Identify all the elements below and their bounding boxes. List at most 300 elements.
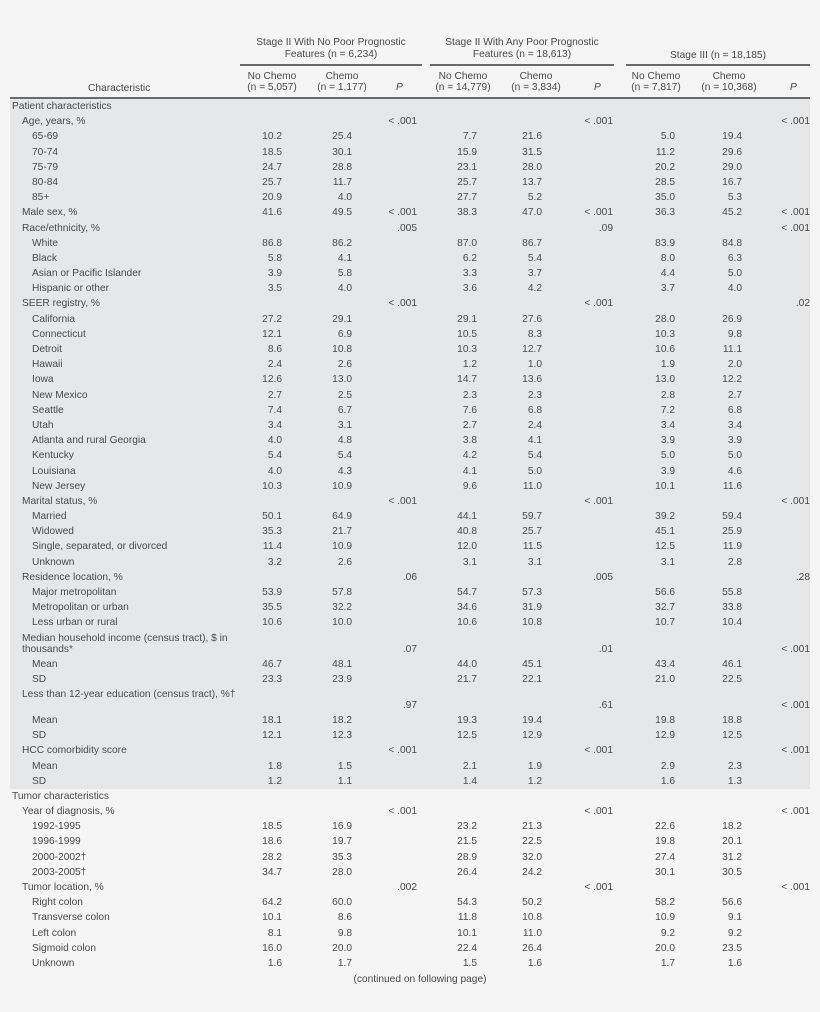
value-cell: 3.5 xyxy=(267,283,282,295)
value-cell: 23.1 xyxy=(457,161,477,173)
table-row xyxy=(10,372,810,387)
value-cell: 18.5 xyxy=(262,146,282,158)
group-header-stage2-any-poor xyxy=(430,37,614,61)
value-cell: 20.9 xyxy=(262,192,282,204)
value-cell: 12.1 xyxy=(262,328,282,340)
table-row xyxy=(10,834,810,849)
value-cell: 5.0 xyxy=(527,465,542,477)
value-cell: 4.2 xyxy=(462,450,477,462)
value-cell: 1.6 xyxy=(660,775,675,787)
value-cell: 2.6 xyxy=(337,556,352,568)
value-cell: 1.7 xyxy=(660,957,675,969)
value-cell: 4.6 xyxy=(727,465,742,477)
value-cell: 27.2 xyxy=(262,313,282,325)
row-label: SD xyxy=(32,775,47,787)
row-label: Male sex, % xyxy=(22,207,78,219)
value-cell: 9.8 xyxy=(727,328,742,340)
table-row xyxy=(10,850,810,865)
value-cell: 12.9 xyxy=(522,730,542,742)
value-cell: 22.5 xyxy=(522,836,542,848)
value-cell: 6.9 xyxy=(337,328,352,340)
value-cell: 4.0 xyxy=(337,192,352,204)
table-row xyxy=(10,600,810,615)
value-cell: 12.3 xyxy=(332,730,352,742)
value-cell: 9.2 xyxy=(727,927,742,939)
value-cell: 4.8 xyxy=(337,435,352,447)
value-cell: 3.7 xyxy=(660,283,675,295)
value-cell: 19.8 xyxy=(655,836,675,848)
p-value-cell: .002 xyxy=(397,882,417,893)
value-cell: 57.8 xyxy=(332,587,352,598)
value-cell: 2.5 xyxy=(337,389,352,401)
value-cell: 8.0 xyxy=(660,252,675,264)
value-cell: 12.5 xyxy=(655,541,675,553)
value-cell: 3.4 xyxy=(267,419,282,431)
value-cell: 29.1 xyxy=(332,313,352,325)
value-cell: 3.8 xyxy=(462,435,477,447)
value-cell: 11.0 xyxy=(522,480,542,492)
value-cell: 1.6 xyxy=(727,957,742,969)
table-row xyxy=(10,129,810,144)
value-cell: 49.5 xyxy=(332,207,352,219)
value-cell: 9.6 xyxy=(462,480,477,492)
value-cell: 5.8 xyxy=(267,252,282,264)
value-cell: 9.8 xyxy=(337,927,352,939)
p-value-cell: < .001 xyxy=(781,207,810,219)
value-cell: 5.8 xyxy=(337,268,352,280)
value-cell: 22.1 xyxy=(522,673,542,685)
value-cell: 10.2 xyxy=(262,131,282,143)
value-cell: 5.4 xyxy=(527,252,542,264)
row-label: Asian or Pacific Islander xyxy=(32,268,142,280)
value-cell: 1.2 xyxy=(267,775,282,787)
value-cell: 1.5 xyxy=(462,957,477,969)
value-cell: 38.3 xyxy=(457,207,477,219)
value-cell: 46.7 xyxy=(262,658,282,670)
value-cell: 19.4 xyxy=(722,131,742,143)
row-label: 85+ xyxy=(32,192,50,204)
p-value-cell: < .001 xyxy=(781,882,810,893)
table-row xyxy=(10,865,810,880)
value-cell: 15.9 xyxy=(457,146,477,158)
value-cell: 7.6 xyxy=(462,404,477,416)
table-row xyxy=(10,657,810,672)
value-cell: 29.0 xyxy=(722,161,742,173)
value-cell: 4.1 xyxy=(527,435,542,447)
value-cell: 2.3 xyxy=(462,389,477,401)
p-value-cell: < .001 xyxy=(388,207,417,219)
category-row xyxy=(10,687,810,713)
value-cell: 41.6 xyxy=(262,207,282,219)
value-cell: 32.0 xyxy=(522,851,542,863)
value-cell: 1.2 xyxy=(527,775,542,787)
category-row xyxy=(10,221,810,236)
table-row xyxy=(10,713,810,728)
table-row xyxy=(10,266,810,281)
value-cell: 11.1 xyxy=(722,344,742,355)
value-cell: 10.3 xyxy=(655,328,675,340)
value-cell: 23.9 xyxy=(332,673,352,685)
p-value-cell: < .001 xyxy=(584,116,613,128)
p-value-cell: < .001 xyxy=(388,745,417,757)
value-cell: 2.8 xyxy=(727,556,742,568)
row-label: Unknown xyxy=(32,556,75,568)
value-cell: 21.7 xyxy=(332,526,352,538)
value-cell: 12.2 xyxy=(722,374,742,386)
table-row xyxy=(10,615,810,630)
value-cell: 8.6 xyxy=(267,344,282,355)
value-cell: 10.6 xyxy=(457,617,477,629)
value-cell: 1.9 xyxy=(660,359,675,371)
table-row xyxy=(10,342,810,357)
row-label: Kentucky xyxy=(32,450,74,462)
p-value-cell: .61 xyxy=(598,699,613,711)
row-label: Utah xyxy=(32,419,54,431)
value-cell: 5.2 xyxy=(527,192,542,204)
category-row xyxy=(10,743,810,758)
p-value-cell: .01 xyxy=(598,643,613,655)
col-header-no-chemo: No Chemo (n = 7,817) xyxy=(631,71,681,93)
group-rule xyxy=(430,64,614,66)
p-value-cell: < .001 xyxy=(584,495,613,507)
value-cell: 28.5 xyxy=(655,176,675,188)
row-label: Connecticut xyxy=(32,328,86,340)
value-cell: 28.0 xyxy=(332,866,352,878)
value-cell: 21.3 xyxy=(522,821,542,833)
value-cell: 2.7 xyxy=(267,389,282,401)
row-label: Black xyxy=(32,252,57,264)
group-title: Stage II With Any Poor Prognostic xyxy=(445,37,599,48)
value-cell: 32.7 xyxy=(655,602,675,614)
value-cell: 18.5 xyxy=(262,821,282,833)
value-cell: 25.4 xyxy=(332,131,352,143)
value-cell: 2.6 xyxy=(337,359,352,371)
table-row xyxy=(10,941,810,956)
value-cell: 12.7 xyxy=(522,344,542,355)
value-cell: 45.1 xyxy=(522,658,542,670)
value-cell: 44.0 xyxy=(457,658,477,670)
value-cell: 22.6 xyxy=(655,821,675,833)
value-cell: 28.0 xyxy=(655,313,675,325)
value-cell: 7.4 xyxy=(267,404,282,416)
col-header-p: P xyxy=(790,82,797,93)
p-value-cell: .005 xyxy=(593,571,613,583)
value-cell: 14.7 xyxy=(457,374,477,386)
value-cell: 1.6 xyxy=(527,957,542,969)
p-value-cell: < .001 xyxy=(388,116,417,128)
value-cell: 45.1 xyxy=(655,526,675,538)
value-cell: 18.6 xyxy=(262,836,282,848)
p-value-cell: < .001 xyxy=(781,116,810,128)
value-cell: 10.8 xyxy=(522,912,542,924)
value-cell: 48.1 xyxy=(332,658,352,670)
value-cell: 45.2 xyxy=(722,207,742,219)
row-label: Less than 12-year education (census tract), %† xyxy=(22,688,236,700)
col-header-chemo: Chemo (n = 1,177) xyxy=(317,71,367,93)
value-cell: 8.6 xyxy=(337,912,352,924)
row-label: 2000-2002† xyxy=(32,851,87,863)
value-cell: 3.1 xyxy=(462,556,477,568)
row-label: 65-69 xyxy=(32,131,59,143)
value-cell: 47.0 xyxy=(522,207,542,219)
value-cell: 11.0 xyxy=(522,927,542,939)
table-row xyxy=(10,175,810,190)
value-cell: 2.1 xyxy=(462,760,477,772)
p-value-cell: < .001 xyxy=(781,745,810,757)
value-cell: 4.2 xyxy=(527,283,542,295)
table-row xyxy=(10,585,810,600)
value-cell: 86.2 xyxy=(332,237,352,249)
col-header-no-chemo: No Chemo (n = 5,057) xyxy=(247,71,297,93)
value-cell: 29.6 xyxy=(722,146,742,158)
col-header-p: P xyxy=(594,82,601,93)
value-cell: 16.9 xyxy=(332,821,352,833)
value-cell: 5.0 xyxy=(660,131,675,143)
row-label: Residence location, % xyxy=(22,571,123,583)
value-cell: 10.7 xyxy=(655,617,675,629)
row-label: Atlanta and rural Georgia xyxy=(32,435,146,447)
row-label: Mean xyxy=(32,658,58,670)
row-label: Mean xyxy=(32,760,58,772)
value-cell: 27.7 xyxy=(457,192,477,204)
value-cell: 27.4 xyxy=(655,851,675,863)
table-row xyxy=(10,926,810,941)
section-header-row xyxy=(10,789,810,804)
row-label: Hawaii xyxy=(32,359,63,371)
value-cell: 2.0 xyxy=(727,359,742,371)
value-cell: 23.3 xyxy=(262,673,282,685)
value-cell: 5.4 xyxy=(267,450,282,462)
continued-note: (continued on following page) xyxy=(353,974,487,986)
value-cell: 3.9 xyxy=(727,435,742,447)
group-rule xyxy=(626,64,810,66)
value-cell: 7.2 xyxy=(660,404,675,416)
value-cell: 10.9 xyxy=(332,541,352,553)
value-cell: 2.7 xyxy=(462,419,477,431)
value-cell: 20.0 xyxy=(332,942,352,954)
value-cell: 10.9 xyxy=(332,480,352,492)
table-row xyxy=(10,418,810,433)
value-cell: 60.0 xyxy=(332,897,352,909)
value-cell: 1.1 xyxy=(337,775,352,787)
row-label: Seattle xyxy=(32,404,64,416)
table-row xyxy=(10,539,810,554)
value-cell: 28.0 xyxy=(522,161,542,173)
value-cell: 4.1 xyxy=(462,465,477,477)
value-cell: 12.0 xyxy=(457,541,477,553)
value-cell: 11.2 xyxy=(655,146,675,158)
value-cell: 26.4 xyxy=(457,866,477,878)
row-label: Transverse colon xyxy=(32,912,110,924)
value-cell: 10.8 xyxy=(332,344,352,355)
value-cell: 6.7 xyxy=(337,404,352,416)
value-cell: 87.0 xyxy=(457,237,477,249)
p-value-cell: < .001 xyxy=(584,806,613,818)
value-cell: 56.6 xyxy=(722,897,742,909)
tumor-characteristics-section xyxy=(10,789,810,971)
value-cell: 3.4 xyxy=(660,419,675,431)
row-label: Iowa xyxy=(32,374,54,386)
value-cell: 4.1 xyxy=(337,252,352,264)
value-cell: 25.7 xyxy=(457,176,477,188)
value-cell: 12.6 xyxy=(262,374,282,386)
value-cell: 2.3 xyxy=(727,760,742,772)
p-value-cell: .07 xyxy=(402,643,417,655)
value-cell: 12.5 xyxy=(722,730,742,742)
value-cell: 26.9 xyxy=(722,313,742,325)
value-cell: 21.7 xyxy=(457,673,477,685)
group-header-stage3 xyxy=(626,37,810,62)
value-cell: 2.7 xyxy=(727,389,742,401)
table-row xyxy=(10,774,810,789)
group-title-n: Features (n = 6,234) xyxy=(284,49,378,60)
table-row xyxy=(10,251,810,266)
value-cell: 4.0 xyxy=(727,283,742,295)
row-label: Right colon xyxy=(32,897,83,909)
table-row xyxy=(10,433,810,448)
value-cell: 86.7 xyxy=(522,237,542,249)
value-cell: 33.8 xyxy=(722,602,742,614)
value-cell: 6.3 xyxy=(727,252,742,264)
row-label: Less urban or rural xyxy=(32,617,118,629)
row-label: California xyxy=(32,313,76,325)
value-cell: 34.7 xyxy=(262,866,282,878)
value-cell: 5.3 xyxy=(727,192,742,204)
value-cell: 86.8 xyxy=(262,237,282,249)
value-cell: 53.9 xyxy=(262,587,282,598)
table-row xyxy=(10,236,810,251)
value-cell: 10.1 xyxy=(655,480,675,492)
col-header-no-chemo: No Chemo (n = 14,779) xyxy=(435,71,491,93)
value-cell: 13.0 xyxy=(655,374,675,386)
row-label: 70-74 xyxy=(32,146,59,158)
value-cell: 50.1 xyxy=(262,511,282,523)
value-cell: 24.2 xyxy=(522,866,542,878)
value-cell: 11.8 xyxy=(457,912,477,924)
value-cell: 13.7 xyxy=(522,176,542,188)
table-row xyxy=(10,145,810,160)
value-cell: 3.4 xyxy=(727,419,742,431)
value-cell: 1.9 xyxy=(527,760,542,772)
value-cell: 3.9 xyxy=(660,435,675,447)
value-cell: 10.0 xyxy=(332,617,352,629)
value-cell: 3.7 xyxy=(527,268,542,280)
group-rule xyxy=(240,64,422,66)
value-cell: 50.2 xyxy=(522,897,542,909)
value-cell: 34.6 xyxy=(457,602,477,614)
p-value-cell: .06 xyxy=(402,571,417,583)
value-cell: 16.7 xyxy=(722,176,742,188)
value-cell: 10.5 xyxy=(457,328,477,340)
category-row xyxy=(10,114,810,129)
value-cell: 13.6 xyxy=(522,374,542,386)
section-header-row xyxy=(10,99,810,114)
row-label: 2003-2005† xyxy=(32,866,87,878)
value-cell: 19.3 xyxy=(457,714,477,726)
value-cell: 21.0 xyxy=(655,673,675,685)
value-cell: 5.4 xyxy=(337,450,352,462)
p-value-cell: .02 xyxy=(795,298,810,310)
row-label: Widowed xyxy=(32,526,74,538)
col-header-p: P xyxy=(396,82,403,93)
row-label: Detroit xyxy=(32,344,63,355)
row-label: Age, years, % xyxy=(22,116,86,128)
value-cell: 7.7 xyxy=(462,131,477,143)
value-cell: 13.0 xyxy=(332,374,352,386)
value-cell: 28.8 xyxy=(332,161,352,173)
row-label: Race/ethnicity, % xyxy=(22,222,100,234)
table-row xyxy=(10,403,810,418)
value-cell: 4.0 xyxy=(267,435,282,447)
characteristics-table xyxy=(10,37,810,987)
table-row xyxy=(10,327,810,342)
category-row xyxy=(10,205,810,220)
row-label: Married xyxy=(32,511,67,523)
value-cell: 30.1 xyxy=(332,146,352,158)
value-cell: 58.2 xyxy=(655,897,675,909)
value-cell: 4.4 xyxy=(660,268,675,280)
value-cell: 12.9 xyxy=(655,730,675,742)
row-label: SEER registry, % xyxy=(22,298,100,310)
value-cell: 18.2 xyxy=(332,714,352,726)
value-cell: 28.2 xyxy=(262,851,282,863)
value-cell: 10.1 xyxy=(457,927,477,939)
p-value-cell: < .001 xyxy=(781,495,810,507)
value-cell: 59.7 xyxy=(522,511,542,523)
row-label: Year of diagnosis, % xyxy=(22,806,115,818)
value-cell: 12.1 xyxy=(262,730,282,742)
value-cell: 10.8 xyxy=(522,617,542,629)
row-label: Patient characteristics xyxy=(12,101,112,112)
value-cell: 19.4 xyxy=(522,714,542,726)
row-label: Median household income (census tract), $ in thousands* xyxy=(22,632,228,655)
p-value-cell: .97 xyxy=(402,699,417,711)
value-cell: 11.9 xyxy=(722,541,742,553)
value-cell: 1.4 xyxy=(462,775,477,787)
value-cell: 10.3 xyxy=(457,344,477,355)
row-label: Mean xyxy=(32,714,58,726)
p-value-cell: < .001 xyxy=(584,298,613,310)
table-row xyxy=(10,464,810,479)
value-cell: 1.2 xyxy=(462,359,477,371)
value-cell: 35.0 xyxy=(655,192,675,204)
value-cell: 24.7 xyxy=(262,161,282,173)
value-cell: 3.3 xyxy=(462,268,477,280)
value-cell: 3.6 xyxy=(462,283,477,295)
value-cell: 54.7 xyxy=(457,587,477,598)
value-cell: 10.4 xyxy=(722,617,742,629)
value-cell: 3.9 xyxy=(660,465,675,477)
value-cell: 3.9 xyxy=(267,268,282,280)
category-row xyxy=(10,296,810,311)
value-cell: 26.4 xyxy=(522,942,542,954)
value-cell: 6.8 xyxy=(527,404,542,416)
p-value-cell: < .001 xyxy=(584,882,613,893)
row-label: HCC comorbidity score xyxy=(22,745,127,757)
value-cell: 8.1 xyxy=(267,927,282,939)
value-cell: 11.5 xyxy=(522,541,542,553)
value-cell: 1.3 xyxy=(727,775,742,787)
value-cell: 27.6 xyxy=(522,313,542,325)
category-row xyxy=(10,631,810,657)
table-row xyxy=(10,819,810,834)
row-label: New Mexico xyxy=(32,389,88,401)
value-cell: 5.0 xyxy=(660,450,675,462)
table-row xyxy=(10,448,810,463)
row-label: Marital status, % xyxy=(22,495,98,507)
table-row xyxy=(10,672,810,687)
value-cell: 19.8 xyxy=(655,714,675,726)
